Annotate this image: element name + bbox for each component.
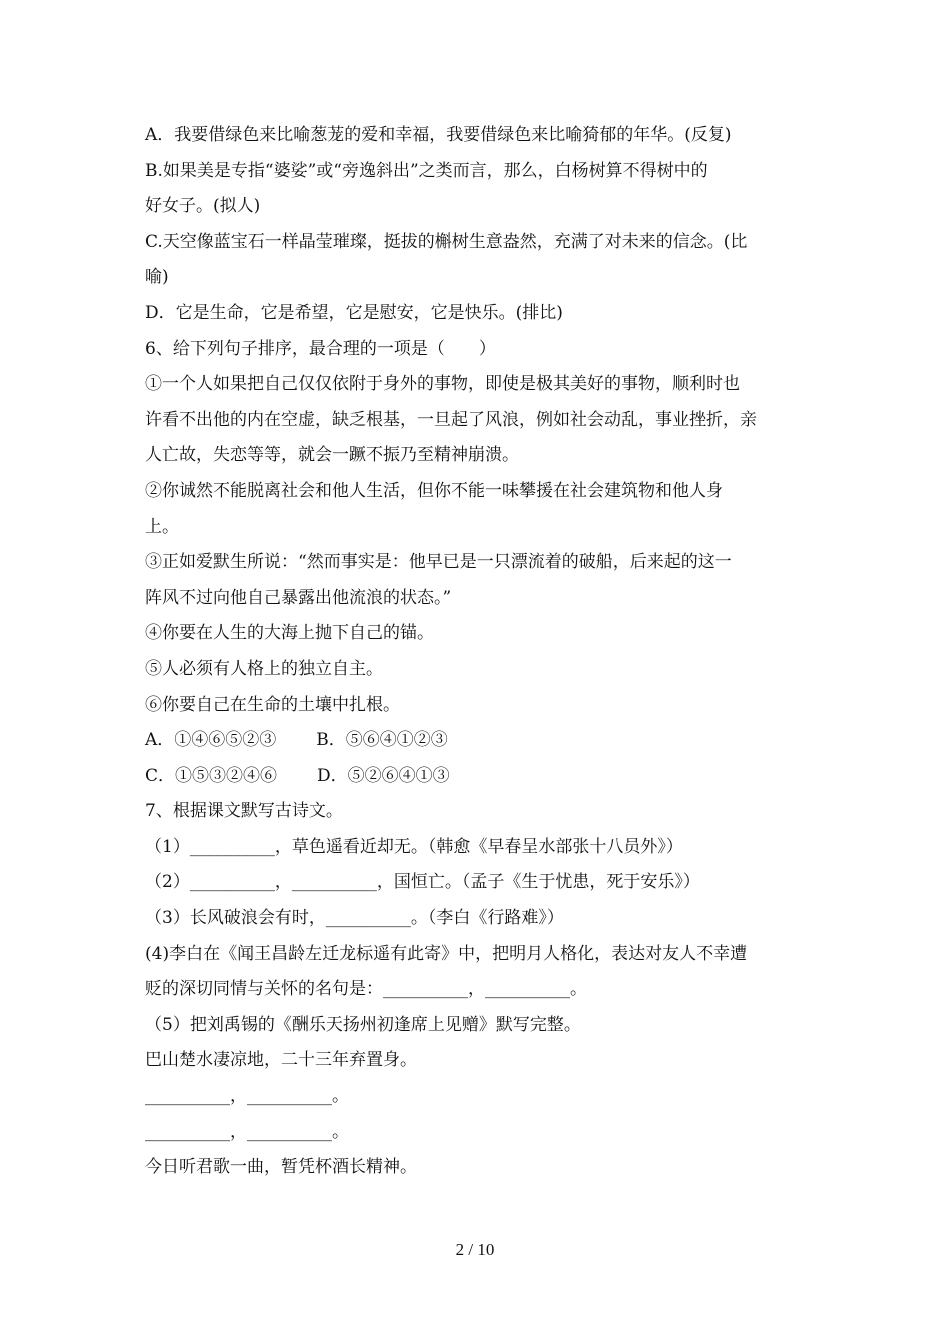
sentence-2-line-1: ②你诚然不能脱离社会和他人生活，但你不能一味攀援在社会建筑物和他人身 xyxy=(145,480,723,501)
q7-item-3: （3）长风破浪会有时，__________。（李白《行路难》） xyxy=(145,908,564,929)
sentence-3-line-1: ③正如爱默生所说：“然而事实是：他早已是一只漂流着的破船，后来起的这一 xyxy=(145,552,732,573)
question-7-title: 7、根据课文默写古诗文。 xyxy=(145,801,343,822)
poem-line-4: 今日听君歌一曲，暂凭杯酒长精神。 xyxy=(145,1157,417,1178)
answer-option-a: A．①④⑥⑤②③ xyxy=(145,730,277,751)
sentence-1-line-2: 许看不出他的内在空虚，缺乏根基，一旦起了风浪，例如社会动乱，事业挫折，亲 xyxy=(145,409,757,430)
q7-item-5: （5）把刘禹锡的《酬乐天扬州初逢席上见赠》默写完整。 xyxy=(145,1014,581,1035)
poem-blank-line-2: __________，__________。 xyxy=(145,1086,349,1107)
q7-item-2: （2）__________，__________，国恒亡。（孟子《生于忧患，死于安乐》） xyxy=(145,872,700,893)
option-c-text: C.天空像蓝宝石一样晶莹璀璨，挺拔的槲树生意盎然，充满了对未来的信念。(比 xyxy=(145,231,748,252)
sentence-4: ④你要在人生的大海上抛下自己的锚。 xyxy=(145,623,434,644)
page-number: 2 / 10 xyxy=(455,1240,495,1259)
poem-line-1: 巴山楚水凄凉地，二十三年弃置身。 xyxy=(145,1050,417,1071)
answer-option-c: C．①⑤③②④⑥ xyxy=(145,765,278,786)
sentence-3-line-2: 阵风不过向他自己暴露出他流浪的状态。” xyxy=(145,587,452,608)
option-b-text: B.如果美是专指“婆娑”或“旁逸斜出”之类而言，那么，白杨树算不得树中的 xyxy=(145,160,708,181)
sentence-1-line-3: 人亡故，失恋等等，就会一蹶不振乃至精神崩溃。 xyxy=(145,445,519,466)
q7-item-1: （1）__________，草色遥看近却无。（韩愈《早春呈水部张十八员外》） xyxy=(145,836,683,857)
q7-item-4-line-1: (4)李白在《闻王昌龄左迁龙标遥有此寄》中，把明月人格化，表达对友人不幸遭 xyxy=(145,943,748,964)
sentence-2-line-2: 上。 xyxy=(145,516,179,537)
question-6-title: 6、给下列句子排序，最合理的一项是（ ） xyxy=(145,338,496,359)
option-b-text-cont: 好女子。(拟人) xyxy=(145,196,261,217)
option-d-text: D．它是生命，它是希望，它是慰安，它是快乐。(排比) xyxy=(145,302,563,323)
sentence-1-line-1: ①一个人如果把自己仅仅依附于身外的事物，即使是极其美好的事物，顺利时也 xyxy=(145,374,740,395)
option-c-text-cont: 喻) xyxy=(145,267,169,288)
answer-options-row-2 xyxy=(145,759,810,795)
answer-option-b: B．⑤⑥④①②③ xyxy=(316,730,448,751)
poem-blank-line-3: __________，__________。 xyxy=(145,1121,349,1142)
sentence-6: ⑥你要自己在生命的土壤中扎根。 xyxy=(145,694,400,715)
sentence-5: ⑤人必须有人格上的独立自主。 xyxy=(145,658,383,679)
answer-option-d: D．⑤②⑥④①③ xyxy=(317,765,450,786)
answer-options-row-1 xyxy=(145,723,810,759)
q7-item-4-line-2: 贬的深切同情与关怀的名句是：__________，__________。 xyxy=(145,979,587,1000)
page-content xyxy=(145,118,810,1186)
option-a-text: A．我要借绿色来比喻葱茏的爱和幸福，我要借绿色来比喻猗郁的年华。(反复) xyxy=(145,125,732,145)
